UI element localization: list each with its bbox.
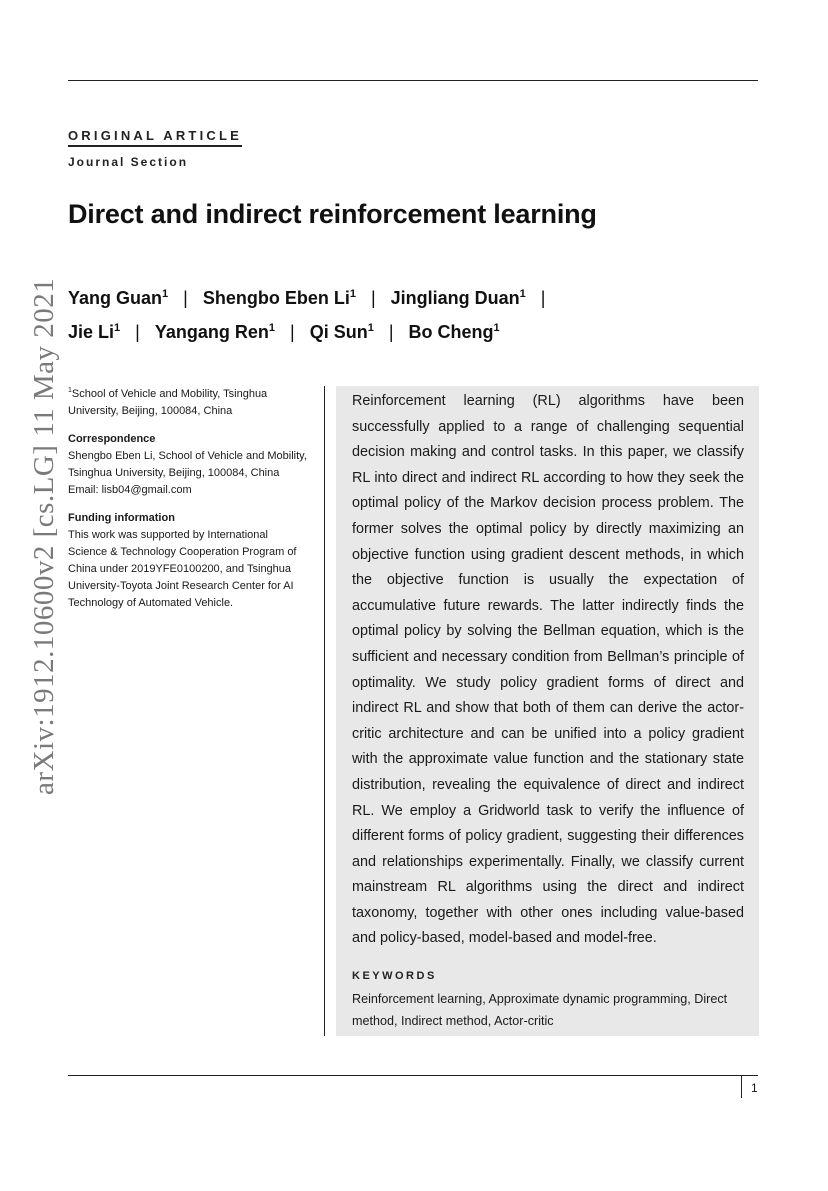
correspondence-address: Shengbo Eben Li, School of Vehicle and Mobility, Tsinghua University, Beijing, 100084, China [68, 450, 307, 479]
author-separator: | [183, 288, 188, 308]
keywords-text: Reinforcement learning, Approximate dynamic programming, Direct method, Indirect method, Actor-critic [352, 992, 728, 1028]
journal-section: Journal Section [68, 155, 189, 169]
paper-title: Direct and indirect reinforcement learning [68, 199, 597, 229]
author: Bo Cheng$^1$ [408, 322, 500, 342]
keywords-heading: KEYWORDS [352, 970, 437, 982]
author: Jingliang Duan$^1$ [390, 288, 526, 308]
front-matter-sidebar [68, 382, 308, 623]
column-divider [324, 386, 325, 1036]
funding-information [68, 510, 308, 612]
author: Yang Guan$^1$ [68, 288, 169, 308]
affiliation: $^1$School of Vehicle and Mobility, Tsinghua University, Beijing, 100084, China [68, 387, 268, 417]
author-separator: | [388, 322, 394, 342]
author-line-1 [68, 280, 768, 314]
author-separator: | [135, 322, 140, 342]
author-list [68, 280, 768, 348]
funding-text: This work was supported by International Science & Technology Cooperation Program of China under 2019YFE0100200, and Tsinghua University-Toyota Joint Research Center for AI Technology of Automated Vehicle. [68, 529, 297, 609]
bottom-rule [68, 1075, 758, 1076]
author: Qi Sun$^1$ [309, 322, 374, 342]
author-separator: | [370, 288, 376, 308]
article-type: ORIGINAL ARTICLE [68, 128, 242, 147]
correspondence [68, 431, 308, 499]
top-rule [68, 80, 758, 81]
arxiv-stamp: arXiv:1912.10600v2 [cs.LG] 11 May 2021 [28, 277, 60, 795]
author: Yangang Ren$^1$ [154, 322, 275, 342]
funding-heading: Funding information [68, 512, 175, 524]
page-number-bar [741, 1076, 742, 1098]
correspondence-email: Email: lisb04@gmail.com [68, 484, 192, 496]
correspondence-heading: Correspondence [68, 433, 156, 445]
author: Jie Li$^1$ [68, 322, 121, 342]
author: Shengbo Eben Li$^1$ [202, 288, 356, 308]
author-separator: | [290, 322, 295, 342]
page-number: 1 [751, 1081, 758, 1095]
abstract-text: Reinforcement learning (RL) algorithms have been successfully applied to a range of challenging sequential decision making and control tasks. In this paper, we classify RL into direct and indirect RL according to how they seek the optimal policy of the Markov decision process problem. The former solves the optimal policy by directly maximizing an objective function using gradient descent methods, in which the objective function is usually the expectation of accumulative future rewards. The latter indirectly finds the optimal policy by solving the Bellman equation, which is the sufficient and necessary condition from Bellman’s principle of optimality. We study policy gradient forms of direct and indirect RL and show that both of them can derive the actor-critic architecture and can be unified into a policy gradient with the approximate value function and the stationary state distribution, revealing the equivalence of direct and indirect RL. We employ a Gridworld task to verify the influence of different forms of policy gradient, suggesting their differences and relationships experimentally. Finally, we classify current mainstream RL algorithms using the direct and indirect taxonomy, together with other ones including value-based and policy-based, model-based and model-free. [352, 393, 744, 947]
author-line-2 [68, 314, 768, 348]
author-separator: | [540, 288, 546, 308]
